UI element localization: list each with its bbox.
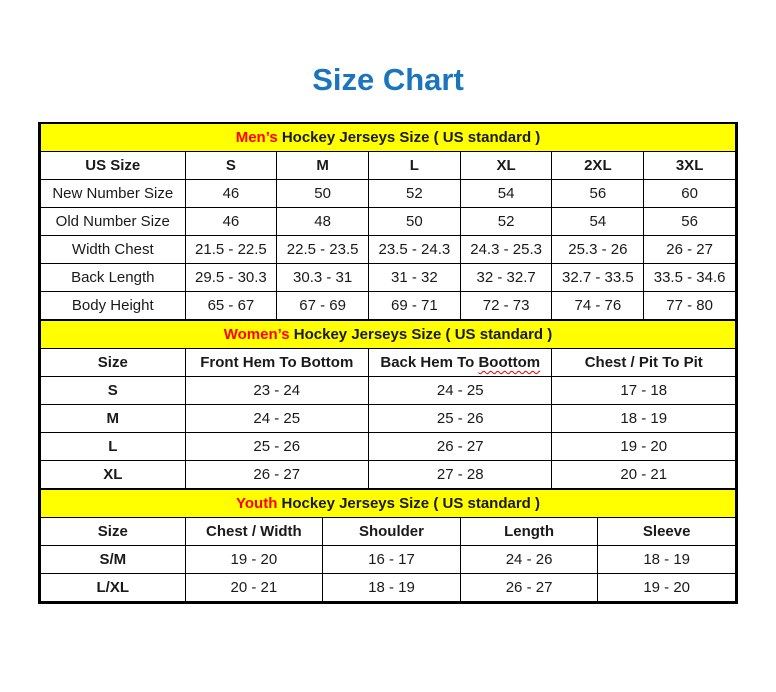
womens-data-cell: 19 - 20 [552, 433, 736, 461]
mens-header-cell: S [185, 152, 277, 180]
womens-row-label: L [41, 433, 186, 461]
womens-data-cell: 26 - 27 [369, 433, 552, 461]
mens-header-cell: M [277, 152, 369, 180]
womens-data-cell: 26 - 27 [185, 461, 368, 489]
womens-data-cell: 25 - 26 [369, 405, 552, 433]
youth-data-cell: 20 - 21 [185, 574, 323, 602]
youth-header-cell: Chest / Width [185, 518, 323, 546]
youth-data-cell: 24 - 26 [460, 546, 598, 574]
womens-header-cell: Chest / Pit To Pit [552, 349, 736, 377]
womens-data-cell: 20 - 21 [552, 461, 736, 489]
mens-row-label: Old Number Size [41, 208, 186, 236]
mens-data-cell: 50 [277, 180, 369, 208]
mens-data-cell: 65 - 67 [185, 292, 277, 320]
youth-data-cell: 16 - 17 [323, 546, 461, 574]
mens-data-cell: 29.5 - 30.3 [185, 264, 277, 292]
mens-row-label: Back Length [41, 264, 186, 292]
mens-header-cell: 2XL [552, 152, 644, 180]
mens-size-table [40, 124, 736, 320]
mens-section-band [41, 124, 736, 152]
womens-table-row [41, 377, 736, 405]
youth-table-row [41, 546, 736, 574]
mens-data-cell: 31 - 32 [369, 264, 461, 292]
page-title: Size Chart [312, 62, 464, 97]
mens-header-cell: 3XL [644, 152, 736, 180]
page [0, 62, 776, 692]
mens-data-cell: 21.5 - 22.5 [185, 236, 277, 264]
mens-row-label: Body Height [41, 292, 186, 320]
womens-size-table [40, 320, 736, 489]
mens-header-cell: L [369, 152, 461, 180]
size-tables [38, 122, 738, 604]
mens-data-cell: 74 - 76 [552, 292, 644, 320]
mens-data-cell: 67 - 69 [277, 292, 369, 320]
mens-row-label: New Number Size [41, 180, 186, 208]
mens-data-cell: 24.3 - 25.3 [460, 236, 552, 264]
mens-data-cell: 52 [460, 208, 552, 236]
youth-header-cell: Shoulder [323, 518, 461, 546]
youth-table-row [41, 574, 736, 602]
womens-table-row [41, 433, 736, 461]
youth-band-text: Hockey Jerseys Size ( US standard ) [281, 495, 540, 512]
womens-header-cell: Back Hem To Boottom [369, 349, 552, 377]
mens-data-cell: 48 [277, 208, 369, 236]
mens-data-cell: 46 [185, 208, 277, 236]
mens-data-cell: 25.3 - 26 [552, 236, 644, 264]
youth-header-cell: Size [41, 518, 186, 546]
womens-data-cell: 27 - 28 [369, 461, 552, 489]
youth-row-label: S/M [41, 546, 186, 574]
mens-data-cell: 26 - 27 [644, 236, 736, 264]
mens-data-cell: 56 [644, 208, 736, 236]
youth-row-label: L/XL [41, 574, 186, 602]
mens-table-row [41, 236, 736, 264]
womens-data-cell: 18 - 19 [552, 405, 736, 433]
mens-row-label: Width Chest [41, 236, 186, 264]
womens-header-cell: Front Hem To Bottom [185, 349, 368, 377]
mens-data-cell: 77 - 80 [644, 292, 736, 320]
youth-data-cell: 18 - 19 [323, 574, 461, 602]
womens-data-cell: 25 - 26 [185, 433, 368, 461]
womens-data-cell: 24 - 25 [185, 405, 368, 433]
womens-data-cell: 17 - 18 [552, 377, 736, 405]
womens-section-band [41, 321, 736, 349]
mens-data-cell: 33.5 - 34.6 [644, 264, 736, 292]
mens-data-cell: 23.5 - 24.3 [369, 236, 461, 264]
youth-section-band [41, 490, 736, 518]
mens-band-highlight: Men’s [235, 129, 278, 146]
womens-table-row [41, 461, 736, 489]
mens-header-cell: US Size [41, 152, 186, 180]
youth-band-highlight: Youth [236, 495, 278, 512]
mens-data-cell: 30.3 - 31 [277, 264, 369, 292]
womens-data-cell: 23 - 24 [185, 377, 368, 405]
womens-row-label: S [41, 377, 186, 405]
womens-row-label: XL [41, 461, 186, 489]
mens-data-cell: 32 - 32.7 [460, 264, 552, 292]
mens-band-text: Hockey Jerseys Size ( US standard ) [281, 129, 541, 146]
womens-band-text: Hockey Jerseys Size ( US standard ) [293, 326, 553, 343]
mens-data-cell: 46 [185, 180, 277, 208]
mens-data-cell: 54 [460, 180, 552, 208]
mens-data-cell: 56 [552, 180, 644, 208]
mens-data-cell: 52 [369, 180, 461, 208]
mens-header-cell: XL [460, 152, 552, 180]
mens-data-cell: 50 [369, 208, 461, 236]
womens-header-cell: Size [41, 349, 186, 377]
womens-row-label: M [41, 405, 186, 433]
youth-data-cell: 19 - 20 [185, 546, 323, 574]
youth-data-cell: 26 - 27 [460, 574, 598, 602]
mens-data-cell: 69 - 71 [369, 292, 461, 320]
mens-table-row [41, 180, 736, 208]
misspelled-word: Boottom [478, 354, 541, 371]
youth-data-cell: 18 - 19 [598, 546, 736, 574]
womens-band-highlight: Women’s [223, 326, 290, 343]
womens-table-row [41, 405, 736, 433]
mens-table-row [41, 292, 736, 320]
youth-header-cell: Sleeve [598, 518, 736, 546]
youth-data-cell: 19 - 20 [598, 574, 736, 602]
mens-data-cell: 32.7 - 33.5 [552, 264, 644, 292]
mens-data-cell: 54 [552, 208, 644, 236]
mens-table-row [41, 264, 736, 292]
mens-table-row [41, 208, 736, 236]
youth-header-cell: Length [460, 518, 598, 546]
youth-size-table [40, 489, 736, 602]
mens-data-cell: 72 - 73 [460, 292, 552, 320]
mens-data-cell: 22.5 - 23.5 [277, 236, 369, 264]
mens-data-cell: 60 [644, 180, 736, 208]
womens-data-cell: 24 - 25 [369, 377, 552, 405]
